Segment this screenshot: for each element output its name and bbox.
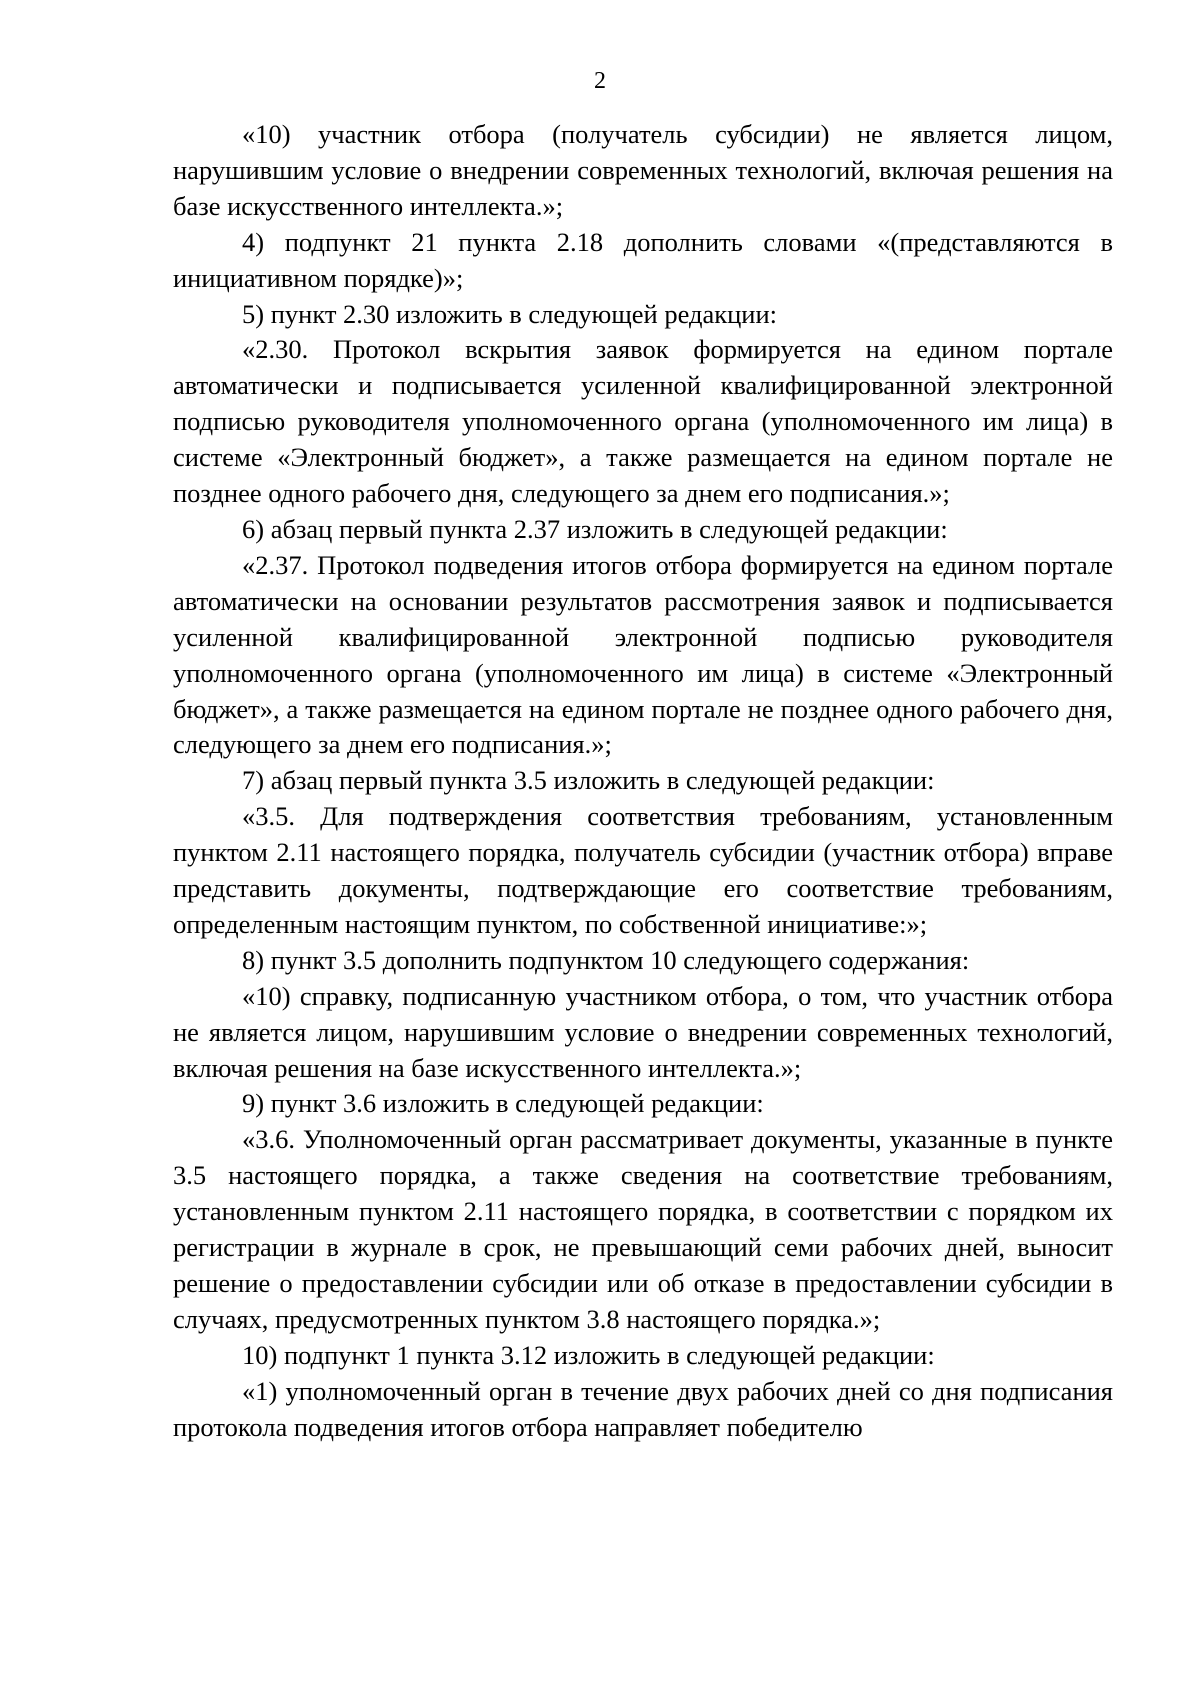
paragraph-clause-3-5: «3.5. Для подтверждения соответствия требованиям, установленным пунктом 2.11 настоящего порядка, получатель субсидии (участник отбора) вправе представить документы, подтверждающие его соответствие требованиям, определенным настоящим пунктом, по собственной инициативе:»;: [173, 801, 1113, 939]
paragraph-amendment-7: 7) абзац первый пункта 3.5 изложить в следующей редакции:: [242, 765, 935, 796]
paragraph-clause-2-37: «2.37. Протокол подведения итогов отбора формируется на едином портале автоматически на основании результатов рассмотрения заявок и подписывается усиленной квалифицированной электронной подписью руководителя уполномоченного органа (уполномоченного им лица) в системе «Электронный бюджет», а также размещается на едином портале не позднее одного рабочего дня, следующего за днем его подписания.»;: [173, 549, 1113, 760]
document-body: [173, 117, 1113, 1446]
paragraph-item-10-nonviolation: «10) участник отбора (получатель субсидии) не является лицом, нарушившим условие о внедрении современных технологий, включая решения на базе искусственного интеллекта.»;: [173, 119, 1113, 221]
paragraph-amendment-8: 8) пункт 3.5 дополнить подпунктом 10 следующего содержания:: [242, 944, 970, 975]
paragraph-clause-2-30: «2.30. Протокол вскрытия заявок формируется на едином портале автоматически и подписывается усиленной квалифицированной электронной подписью руководителя уполномоченного органа (уполномоченного им лица) в системе «Электронный бюджет», а также размещается на едином портале не позднее одного рабочего дня, следующего за днем его подписания.»;: [173, 334, 1113, 509]
paragraph-item-1-clause-3-12: «1) уполномоченный орган в течение двух рабочих дней со дня подписания протокола подведения итогов отбора направляет победителю: [173, 1375, 1113, 1442]
paragraph-amendment-6: 6) абзац первый пункта 2.37 изложить в следующей редакции:: [242, 513, 948, 544]
paragraph-item-10-certificate: «10) справку, подписанную участником отбора, о том, что участник отбора не является лицом, нарушившим условие о внедрении современных технологий, включая решения на базе искусственного интеллекта.»;: [173, 980, 1113, 1083]
paragraph-clause-3-6: «3.6. Уполномоченный орган рассматривает документы, указанные в пункте 3.5 настоящего порядка, а также сведения на соответствие требованиям, установленным пунктом 2.11 настоящего порядка, в соответствии с порядком их регистрации в журнале в срок, не превышающий семи рабочих дней, выносит решение о предоставлении субсидии или об отказе в предоставлении субсидии в случаях, предусмотренных пунктом 3.8 настоящего порядка.»;: [173, 1124, 1113, 1334]
paragraph-amendment-5: 5) пункт 2.30 изложить в следующей редакции:: [242, 298, 778, 329]
paragraph-amendment-9: 9) пункт 3.6 изложить в следующей редакции:: [242, 1088, 764, 1119]
page-number: 2: [594, 68, 606, 94]
paragraph-amendment-10: 10) подпункт 1 пункта 3.12 изложить в следующей редакции:: [242, 1339, 935, 1370]
paragraph-amendment-4: 4) подпункт 21 пункта 2.18 дополнить словами «(представляются в инициативном порядке)»;: [173, 226, 1113, 293]
